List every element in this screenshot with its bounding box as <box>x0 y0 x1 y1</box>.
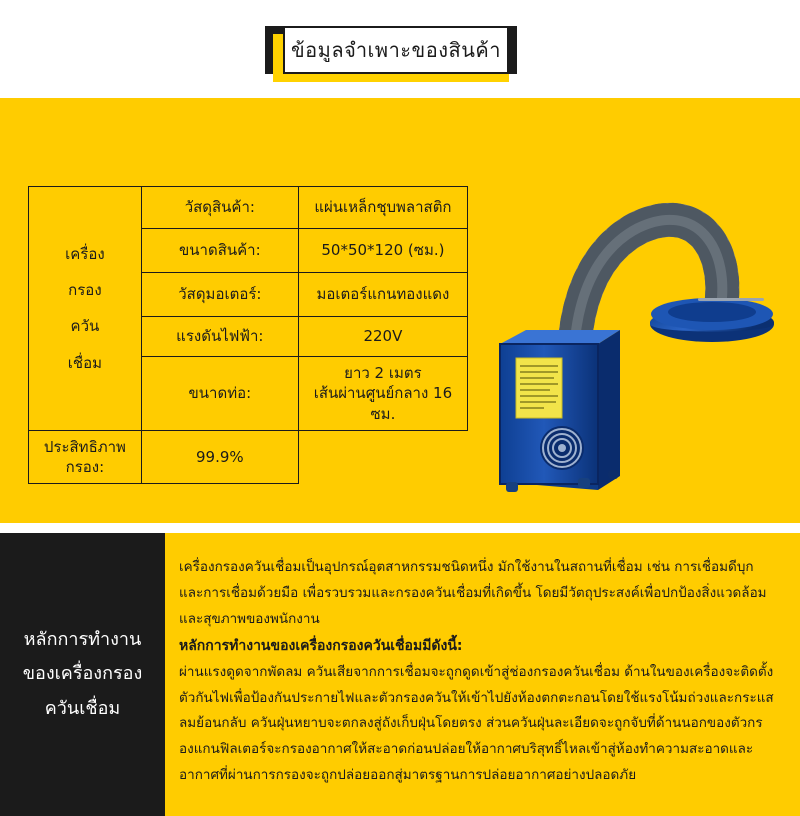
table-row <box>29 187 468 229</box>
suction-hood-icon <box>650 298 774 342</box>
description-paragraph-2: ผ่านแรงดูดจากพัดลม ควันเสียจากการเชื่อมจะถูกดูดเข้าสู่ช่องกรองควันเชื่อม ด้านในของเครื่องจะติดตั้งตัวกันไฟเพื่อป้องกันประกายไฟและตัวกรองควันให้เข้าไปยังห้องตกตะกอนโดยใช้แรงโน้มถ่วงและกระแสลมย้อนกลับ ควันฝุ่นหยาบจะตกลงสู่ถังเก็บฝุ่นโดยตรง ส่วนควันฝุ่นละเอียดจะถูกจับที่ด้านนอกของตัวกรองแกนฟิลเตอร์จะกรองอากาศให้สะอาดก่อนปล่อยให้อากาศบริสุทธิ์ไหลเข้าสู่ห้องทำความสะอาดและอากาศที่ผ่านการกรองจะถูกปล่อยออกสู่มาตรฐานการปล่อยอากาศอย่างปลอดภัย <box>179 663 774 784</box>
spec-value-voltage: 220V <box>298 317 467 357</box>
description-side-title <box>0 533 165 816</box>
spec-key-voltage: แรงดันไฟฟ้า: <box>141 317 298 357</box>
description-subheading: หลักการทำงานของเครื่องกรองควันเชื่อมมีดังนี้: <box>179 637 463 654</box>
spec-value-material: แผ่นเหล็กชุบพลาสติก <box>298 187 467 229</box>
spec-value-efficiency: 99.9% <box>141 430 298 484</box>
product-illustration <box>470 108 790 508</box>
spec-table <box>28 186 468 484</box>
side-title-line-3: ควันเชื่อม <box>44 697 121 719</box>
spec-value-pipe-line1: ยาว 2 เมตร <box>344 364 422 382</box>
section-divider <box>0 523 800 533</box>
spec-key-size: ขนาดสินค้า: <box>141 229 298 273</box>
page-title: ข้อมูลจำเพาะของสินค้า <box>290 38 501 62</box>
spec-row-label-line-4: เชื่อม <box>67 353 103 372</box>
header-tag <box>265 26 517 74</box>
spec-row-label-line-2: กรอง <box>68 281 102 300</box>
spec-section <box>0 98 800 523</box>
side-title-line-2: ของเครื่องกรอง <box>22 663 143 685</box>
cabinet-body <box>500 330 620 492</box>
spec-table-wrapper <box>28 186 468 484</box>
spec-value-size: 50*50*120 (ซม.) <box>298 229 467 273</box>
table-row <box>29 430 468 484</box>
spec-value-pipe <box>298 357 467 431</box>
side-title-line-1: หลักการทำงาน <box>23 629 142 651</box>
description-section <box>0 533 800 816</box>
spec-row-label <box>29 187 142 431</box>
spec-key-material: วัสดุสินค้า: <box>141 187 298 229</box>
tag-white-inner <box>283 26 509 74</box>
spec-row-label-line-1: เครื่อง <box>65 244 105 263</box>
description-paragraph-1: เครื่องกรองควันเชื่อมเป็นอุปกรณ์อุตสาหกรรมชนิดหนึ่ง มักใช้งานในสถานที่เชื่อม เช่น การเชื่อมดีบุกและการเชื่อมด้วยมือ เพื่อรวบรวมและกรองควันเชื่อมที่เกิดขึ้น โดยมีวัตถุประสงค์เพื่อปกป้องสิ่งแวดล้อมและสุขภาพของพนักงาน <box>179 559 767 627</box>
spec-row-label-line-3: ควัน <box>70 317 100 336</box>
header-banner <box>0 0 800 98</box>
spec-key-motor: วัสดุมอเตอร์: <box>141 273 298 317</box>
spec-key-pipe: ขนาดท่อ: <box>141 357 298 431</box>
spec-value-pipe-line2: เส้นผ่านศูนย์กลาง 16 ซม. <box>313 384 453 423</box>
spec-key-efficiency: ประสิทธิภาพกรอง: <box>29 430 142 484</box>
spec-value-motor: มอเตอร์แกนทองแดง <box>298 273 467 317</box>
description-body <box>165 533 800 816</box>
description-side-title-text <box>23 623 143 726</box>
